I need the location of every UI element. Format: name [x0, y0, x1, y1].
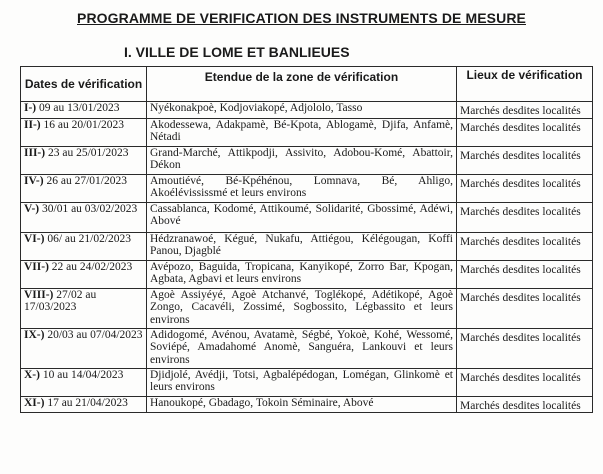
document-title: PROGRAMME DE VERIFICATION DES INSTRUMENTS DE MESURE	[77, 10, 526, 26]
row-date-cell	[21, 102, 147, 119]
row-date-cell	[21, 328, 147, 368]
row-zone: Hanoukopé, Gbadago, Tokoin Séminaire, Abové	[147, 396, 457, 413]
row-lieu: Marchés desdites localités	[457, 118, 593, 146]
row-date-cell	[21, 202, 147, 232]
verification-table	[20, 66, 593, 413]
column-header-lieux: Lieux de vérification	[457, 67, 593, 102]
row-date: 10 au 14/04/2023	[39, 368, 124, 381]
row-zone: Agoè Assiyéyé, Agoè Atchanvé, Toglékopé, Adétikopé, Agoè Zongo, Cacavéli, Zossimé, Sogbossito, Légbassito et leurs environs	[147, 288, 457, 328]
table-row	[21, 118, 593, 146]
row-zone: Djidjolé, Avédji, Totsi, Agbalépédogan, Lomégan, Glinkomè et leurs environs	[147, 368, 457, 396]
row-date: 06/ au 21/02/2023	[44, 232, 132, 245]
row-date: 22 au 24/02/2023	[48, 260, 133, 273]
row-date: 30/01 au 03/02/2023	[39, 202, 138, 215]
row-date: 09 au 13/01/2023	[36, 102, 120, 114]
row-date-cell	[21, 260, 147, 288]
column-header-dates: Dates de vérification	[21, 67, 147, 102]
row-number: VII-)	[24, 260, 49, 273]
row-date: 26 au 27/01/2023	[43, 174, 127, 187]
row-lieu: Marchés desdites localités	[457, 174, 593, 202]
row-zone: Hédzranawoé, Kégué, Nukafu, Attiégou, Kélégougan, Koffi Panou, Djagblé	[147, 232, 457, 260]
section-title: I. VILLE DE LOME ET BANLIEUES	[124, 44, 350, 60]
row-date-cell	[21, 174, 147, 202]
row-number: II-)	[24, 118, 41, 131]
row-date: 23 au 25/01/2023	[45, 146, 129, 159]
row-zone: Grand-Marché, Attikpodji, Assivito, Adobou-Komé, Abattoir, Dékon	[147, 146, 457, 174]
table-header-row	[21, 67, 593, 102]
row-lieu: Marchés desdites localités	[457, 102, 593, 119]
row-zone: Amoutiévé, Bé-Kpéhénou, Lomnava, Bé, Ahligo, Akoélévississmé et leurs environs	[147, 174, 457, 202]
row-lieu: Marchés desdites localités	[457, 260, 593, 288]
row-date: 16 au 20/01/2023	[40, 118, 124, 131]
table-row	[21, 396, 593, 413]
table-row	[21, 328, 593, 368]
row-lieu: Marchés desdites localités	[457, 202, 593, 232]
table-row	[21, 102, 593, 119]
row-zone: Cassablanca, Kodomé, Attikoumé, Solidarité, Gbossimé, Adéwi, Abové	[147, 202, 457, 232]
table-row	[21, 202, 593, 232]
row-date: 27/02 au 17/03/2023	[24, 288, 97, 313]
row-number: IV-)	[24, 174, 44, 187]
row-lieu: Marchés desdites localités	[457, 288, 593, 328]
row-date-cell	[21, 118, 147, 146]
row-date-cell	[21, 368, 147, 396]
row-date: 20/03 au 07/04/2023	[44, 328, 143, 341]
table-row	[21, 174, 593, 202]
row-zone: Akodessewa, Adakpamè, Bé-Kpota, Ablogamè, Djifa, Anfamè, Nétadi	[147, 118, 457, 146]
row-number: XI-)	[24, 396, 45, 409]
table-row	[21, 232, 593, 260]
table-row	[21, 368, 593, 396]
table-row	[21, 288, 593, 328]
column-header-zone: Etendue de la zone de vérification	[147, 67, 457, 102]
row-number: I-)	[24, 102, 37, 114]
row-number: VI-)	[24, 232, 45, 245]
row-lieu: Marchés desdites localités	[457, 368, 593, 396]
table-row	[21, 146, 593, 174]
row-number: X-)	[24, 368, 40, 381]
row-date-cell	[21, 146, 147, 174]
table-row	[21, 260, 593, 288]
row-lieu: Marchés desdites localités	[457, 146, 593, 174]
row-date-cell	[21, 288, 147, 328]
row-number: V-)	[24, 202, 40, 215]
row-date-cell	[21, 396, 147, 413]
row-zone: Avépozo, Baguida, Tropicana, Kanyikopé, Zorro Bar, Kpogan, Agbata, Agbavi et leurs environs	[147, 260, 457, 288]
row-date-cell	[21, 232, 147, 260]
row-zone: Adidogomé, Avénou, Avatamè, Ségbé, Yokoè, Kohé, Wessomé, Soviépé, Amadahomé Anomè, Sanguéra, Lankouvi et leurs environs	[147, 328, 457, 368]
row-zone: Nyékonakpoè, Kodjoviakopé, Adjololo, Tasso	[147, 102, 457, 119]
row-number: III-)	[24, 146, 46, 159]
row-date: 17 au 21/04/2023	[44, 396, 128, 409]
row-lieu: Marchés desdites localités	[457, 232, 593, 260]
row-lieu: Marchés desdites localités	[457, 328, 593, 368]
row-lieu: Marchés desdites localités	[457, 396, 593, 413]
row-number: VIII-)	[24, 288, 54, 301]
row-number: IX-)	[24, 328, 45, 341]
